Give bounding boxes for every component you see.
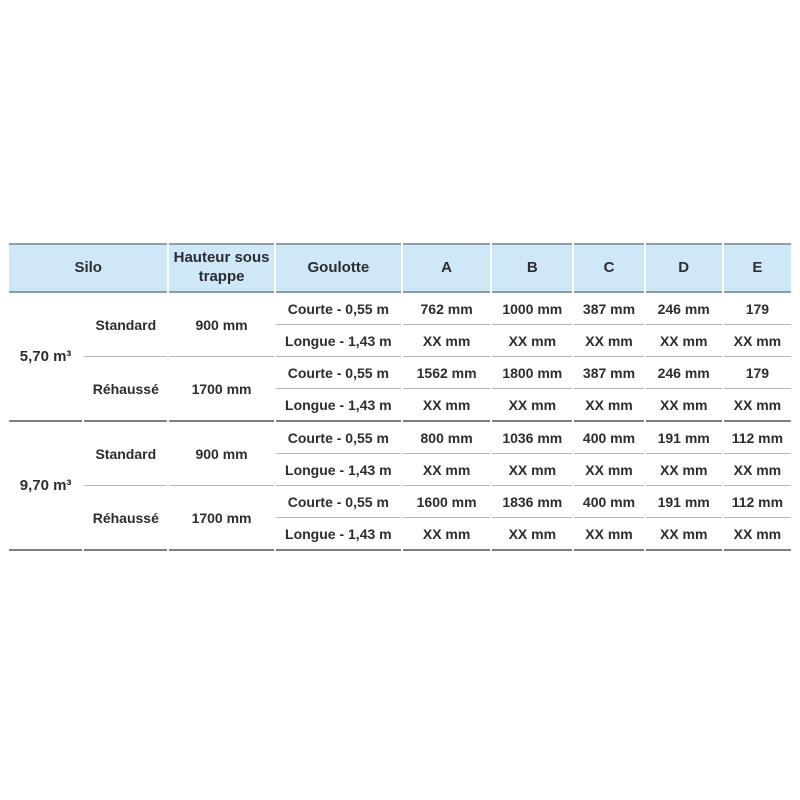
table-row	[9, 422, 791, 454]
goulotte-cell: Courte - 0,55 m	[276, 357, 401, 389]
value-c: 400 mm	[574, 422, 643, 454]
silo-volume-cell: 5,70 m³	[9, 293, 82, 422]
header-col-b: B	[492, 243, 572, 293]
value-d: XX mm	[646, 325, 722, 357]
value-e: 179	[724, 357, 791, 389]
silo-type-cell: Standard	[84, 422, 167, 486]
header-col-c: C	[574, 243, 643, 293]
silo-dimensions-table	[7, 243, 793, 551]
header-hauteur-sous-trappe: Hauteur sous trappe	[169, 243, 273, 293]
hauteur-cell: 900 mm	[169, 422, 273, 486]
value-b: XX mm	[492, 325, 572, 357]
value-c: XX mm	[574, 518, 643, 551]
value-a: XX mm	[403, 518, 490, 551]
value-e: 112 mm	[724, 422, 791, 454]
value-d: XX mm	[646, 454, 722, 486]
header-col-a: A	[403, 243, 490, 293]
goulotte-cell: Longue - 1,43 m	[276, 454, 401, 486]
hauteur-cell: 1700 mm	[169, 357, 273, 422]
goulotte-cell: Longue - 1,43 m	[276, 325, 401, 357]
value-a: 762 mm	[403, 293, 490, 325]
silo-volume-cell: 9,70 m³	[9, 422, 82, 551]
value-c: XX mm	[574, 325, 643, 357]
value-d: 191 mm	[646, 486, 722, 518]
value-e: XX mm	[724, 518, 791, 551]
value-c: 400 mm	[574, 486, 643, 518]
goulotte-cell: Courte - 0,55 m	[276, 422, 401, 454]
table-row	[9, 293, 791, 325]
goulotte-cell: Courte - 0,55 m	[276, 293, 401, 325]
table-header	[9, 243, 791, 293]
value-b: 1800 mm	[492, 357, 572, 389]
value-c: XX mm	[574, 454, 643, 486]
value-e: XX mm	[724, 325, 791, 357]
value-d: 246 mm	[646, 357, 722, 389]
table-row	[9, 486, 791, 518]
value-d: XX mm	[646, 389, 722, 422]
value-b: 1836 mm	[492, 486, 572, 518]
silo-type-cell: Standard	[84, 293, 167, 357]
value-c: XX mm	[574, 389, 643, 422]
value-d: 246 mm	[646, 293, 722, 325]
value-d: XX mm	[646, 518, 722, 551]
value-c: 387 mm	[574, 293, 643, 325]
goulotte-cell: Longue - 1,43 m	[276, 518, 401, 551]
value-a: 800 mm	[403, 422, 490, 454]
table-body	[9, 293, 791, 551]
value-a: 1562 mm	[403, 357, 490, 389]
value-b: 1000 mm	[492, 293, 572, 325]
value-e: XX mm	[724, 389, 791, 422]
header-goulotte: Goulotte	[276, 243, 401, 293]
hauteur-cell: 1700 mm	[169, 486, 273, 551]
value-b: 1036 mm	[492, 422, 572, 454]
value-a: XX mm	[403, 325, 490, 357]
hauteur-cell: 900 mm	[169, 293, 273, 357]
goulotte-cell: Courte - 0,55 m	[276, 486, 401, 518]
silo-type-cell: Réhaussé	[84, 486, 167, 551]
value-c: 387 mm	[574, 357, 643, 389]
table-row	[9, 357, 791, 389]
value-e: 179	[724, 293, 791, 325]
value-a: XX mm	[403, 454, 490, 486]
value-d: 191 mm	[646, 422, 722, 454]
value-e: 112 mm	[724, 486, 791, 518]
header-col-e: E	[724, 243, 791, 293]
silo-type-cell: Réhaussé	[84, 357, 167, 422]
header-col-d: D	[646, 243, 722, 293]
value-b: XX mm	[492, 518, 572, 551]
value-a: 1600 mm	[403, 486, 490, 518]
header-silo: Silo	[9, 243, 167, 293]
value-b: XX mm	[492, 454, 572, 486]
goulotte-cell: Longue - 1,43 m	[276, 389, 401, 422]
value-b: XX mm	[492, 389, 572, 422]
value-a: XX mm	[403, 389, 490, 422]
value-e: XX mm	[724, 454, 791, 486]
